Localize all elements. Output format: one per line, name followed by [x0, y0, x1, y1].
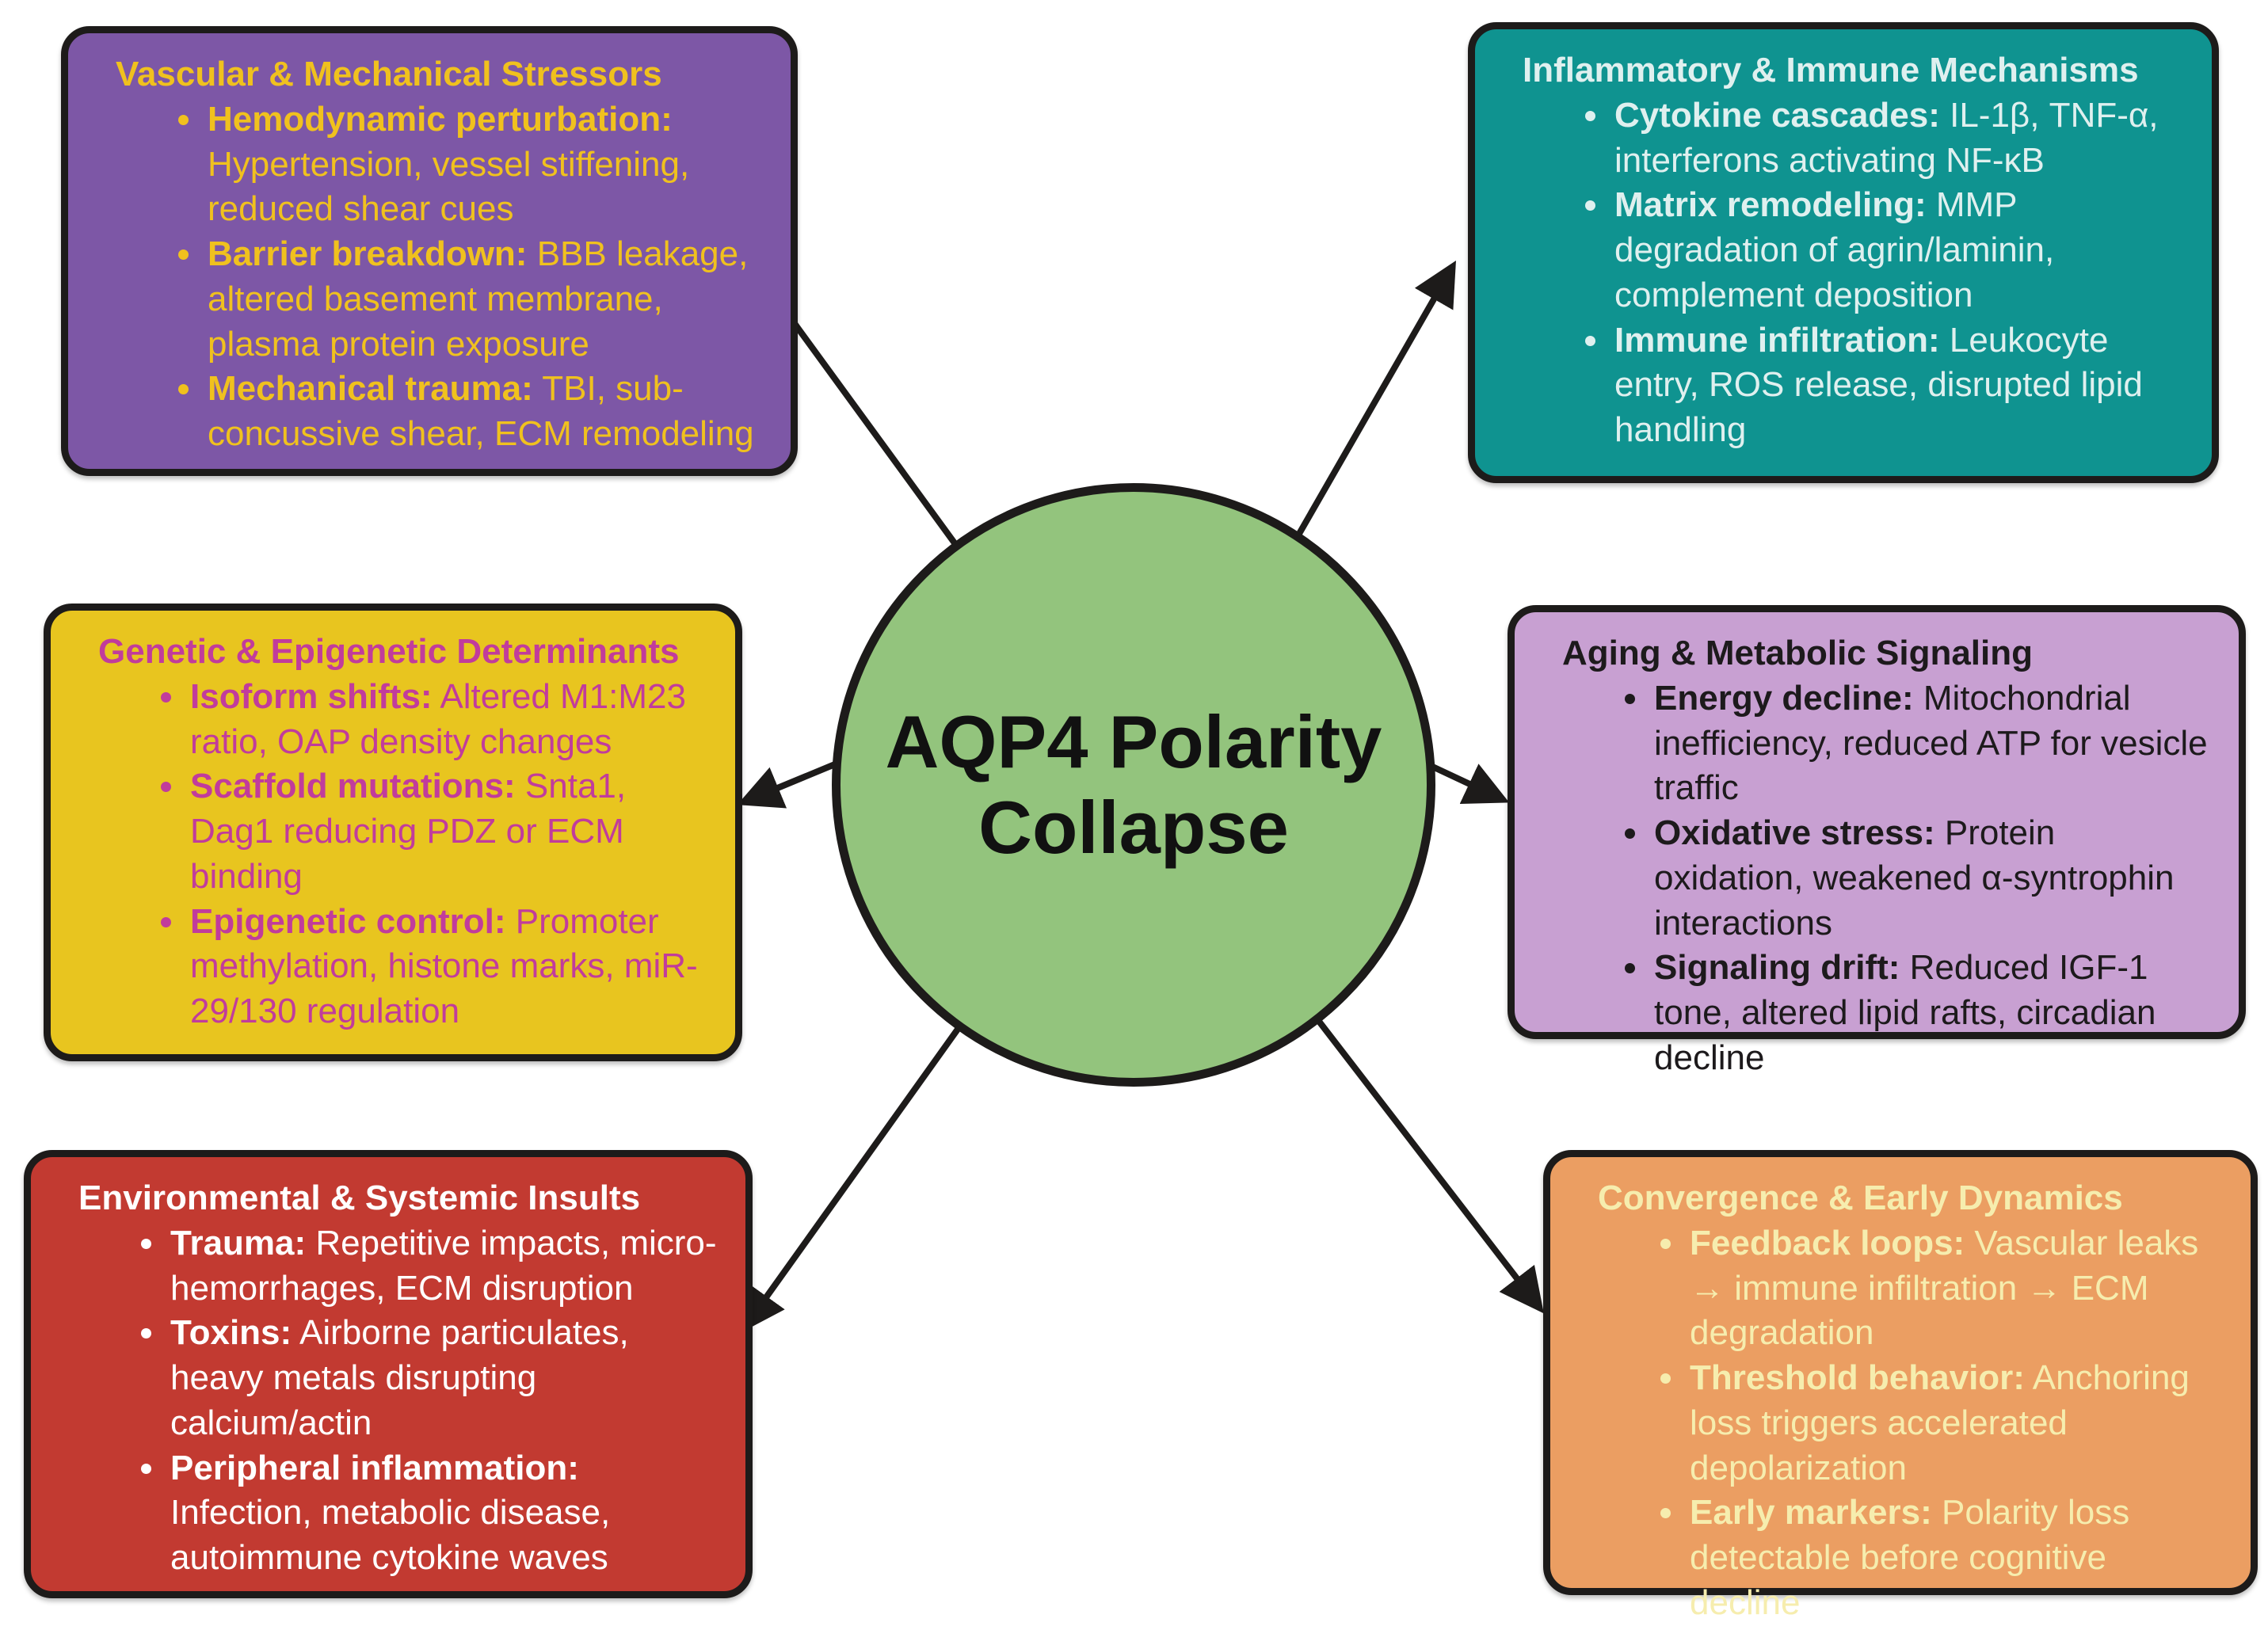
list-item	[167, 1221, 719, 1312]
item-desc: IL-1β, TNF-α, interferons activating NF-κB	[1614, 95, 2159, 180]
item-desc: Polarity loss detectable before cognitive decline	[1690, 1493, 2130, 1622]
item-desc: BBB leakage, altered basement membrane, plasma protein exposure	[208, 234, 749, 364]
item-term: Cytokine cascades:	[1614, 95, 1940, 135]
box-title: Vascular & Mechanical Stressors	[116, 55, 662, 93]
item-term: Peripheral inflammation:	[170, 1448, 579, 1487]
item-desc: Mitochondrial inefficiency, reduced ATP for vesicle traffic	[1654, 678, 2208, 808]
box-title: Aging & Metabolic Signaling	[1562, 634, 2033, 672]
box-environmental-systemic-insults	[24, 1150, 753, 1598]
item-desc: Repetitive impacts, micro-hemorrhages, ECM disruption	[170, 1223, 717, 1308]
list-item	[204, 232, 764, 367]
item-term: Oxidative stress:	[1654, 813, 1935, 852]
list-item	[1651, 811, 2212, 946]
item-term: Immune infiltration:	[1614, 320, 1940, 360]
item-term: Matrix remodeling:	[1614, 185, 1927, 225]
list-item	[1611, 93, 2185, 184]
item-desc: Snta1, Dag1 reducing PDZ or ECM binding	[190, 767, 627, 896]
box-bullet-list	[116, 97, 764, 457]
box-bullet-list	[1523, 93, 2185, 453]
item-term: Energy decline:	[1654, 678, 1914, 718]
box-title: Genetic & Epigenetic Determinants	[98, 632, 680, 671]
item-term: Feedback loops:	[1690, 1223, 1965, 1262]
list-item	[204, 367, 764, 457]
list-item	[204, 97, 764, 232]
item-term: Barrier breakdown:	[208, 234, 528, 273]
box-title: Environmental & Systemic Insults	[78, 1179, 641, 1217]
item-term: Toxins:	[170, 1313, 292, 1353]
list-item	[1611, 183, 2185, 318]
item-term: Isoform shifts:	[190, 676, 433, 716]
item-desc: Anchoring loss triggers accelerated depolarization	[1690, 1358, 2190, 1487]
item-desc: TBI, sub-concussive shear, ECM remodeling	[208, 369, 754, 453]
item-term: Mechanical trauma:	[208, 369, 533, 409]
center-node-aqp4-polarity-collapse	[832, 483, 1435, 1087]
box-vascular-mechanical-stressors	[61, 26, 798, 476]
box-inflammatory-immune-mechanisms	[1468, 22, 2219, 483]
item-desc: Airborne particulates, heavy metals disrupting calcium/actin	[170, 1313, 629, 1442]
item-term: Hemodynamic perturbation:	[208, 99, 673, 139]
item-desc: Vascular leaks → immune infiltration → ECM degradation	[1690, 1223, 2199, 1353]
item-desc: Promoter methylation, histone marks, miR-29/130 regulation	[190, 901, 698, 1030]
list-item	[1651, 946, 2212, 1080]
item-desc: Reduced IGF-1 tone, altered lipid rafts, circadian decline	[1654, 948, 2156, 1077]
box-title: Inflammatory & Immune Mechanisms	[1523, 51, 2139, 89]
item-term: Scaffold mutations:	[190, 767, 516, 806]
list-item	[187, 764, 708, 899]
box-convergence-early-dynamics	[1543, 1150, 2258, 1622]
item-desc: Altered M1:M23 ratio, OAP density changes	[190, 676, 686, 761]
item-desc: Infection, metabolic disease, autoimmune cytokine waves	[170, 1493, 611, 1577]
item-term: Trauma:	[170, 1223, 307, 1262]
item-term: Early markers:	[1690, 1493, 1932, 1533]
item-term: Epigenetic control:	[190, 901, 506, 941]
center-node-label: AQP4 Polarity Collapse	[885, 699, 1382, 869]
list-item	[167, 1446, 719, 1581]
item-desc: Leukocyte entry, ROS release, disrupted lipid handling	[1614, 320, 2143, 449]
list-item	[1687, 1356, 2224, 1491]
list-item	[1611, 318, 2185, 453]
box-aging-metabolic-signaling	[1508, 605, 2246, 1077]
list-item	[1687, 1221, 2224, 1356]
list-item	[1651, 676, 2212, 811]
item-desc: Hypertension, vessel stiffening, reduced shear cues	[208, 144, 690, 229]
item-term: Signaling drift:	[1654, 948, 1900, 988]
arrow-center-to-inflammatory-box	[1287, 266, 1453, 554]
box-bullet-list	[98, 675, 708, 1034]
item-desc: MMP degradation of agrin/laminin, complement deposition	[1614, 185, 2055, 314]
box-bullet-list	[1598, 1221, 2224, 1626]
arrow-center-to-environmental-box	[745, 1006, 974, 1327]
box-bullet-list	[1562, 676, 2212, 1081]
box-genetic-epigenetic-determinants	[44, 604, 742, 1061]
list-item	[167, 1311, 719, 1445]
item-term: Threshold behavior:	[1690, 1358, 2025, 1397]
box-title: Convergence & Early Dynamics	[1598, 1179, 2123, 1217]
item-desc: Protein oxidation, weakened α-syntrophin interactions	[1654, 813, 2175, 942]
box-bullet-list	[78, 1221, 719, 1581]
arrow-center-to-convergence-box	[1307, 1006, 1540, 1308]
list-item	[187, 900, 708, 1034]
list-item	[187, 675, 708, 765]
